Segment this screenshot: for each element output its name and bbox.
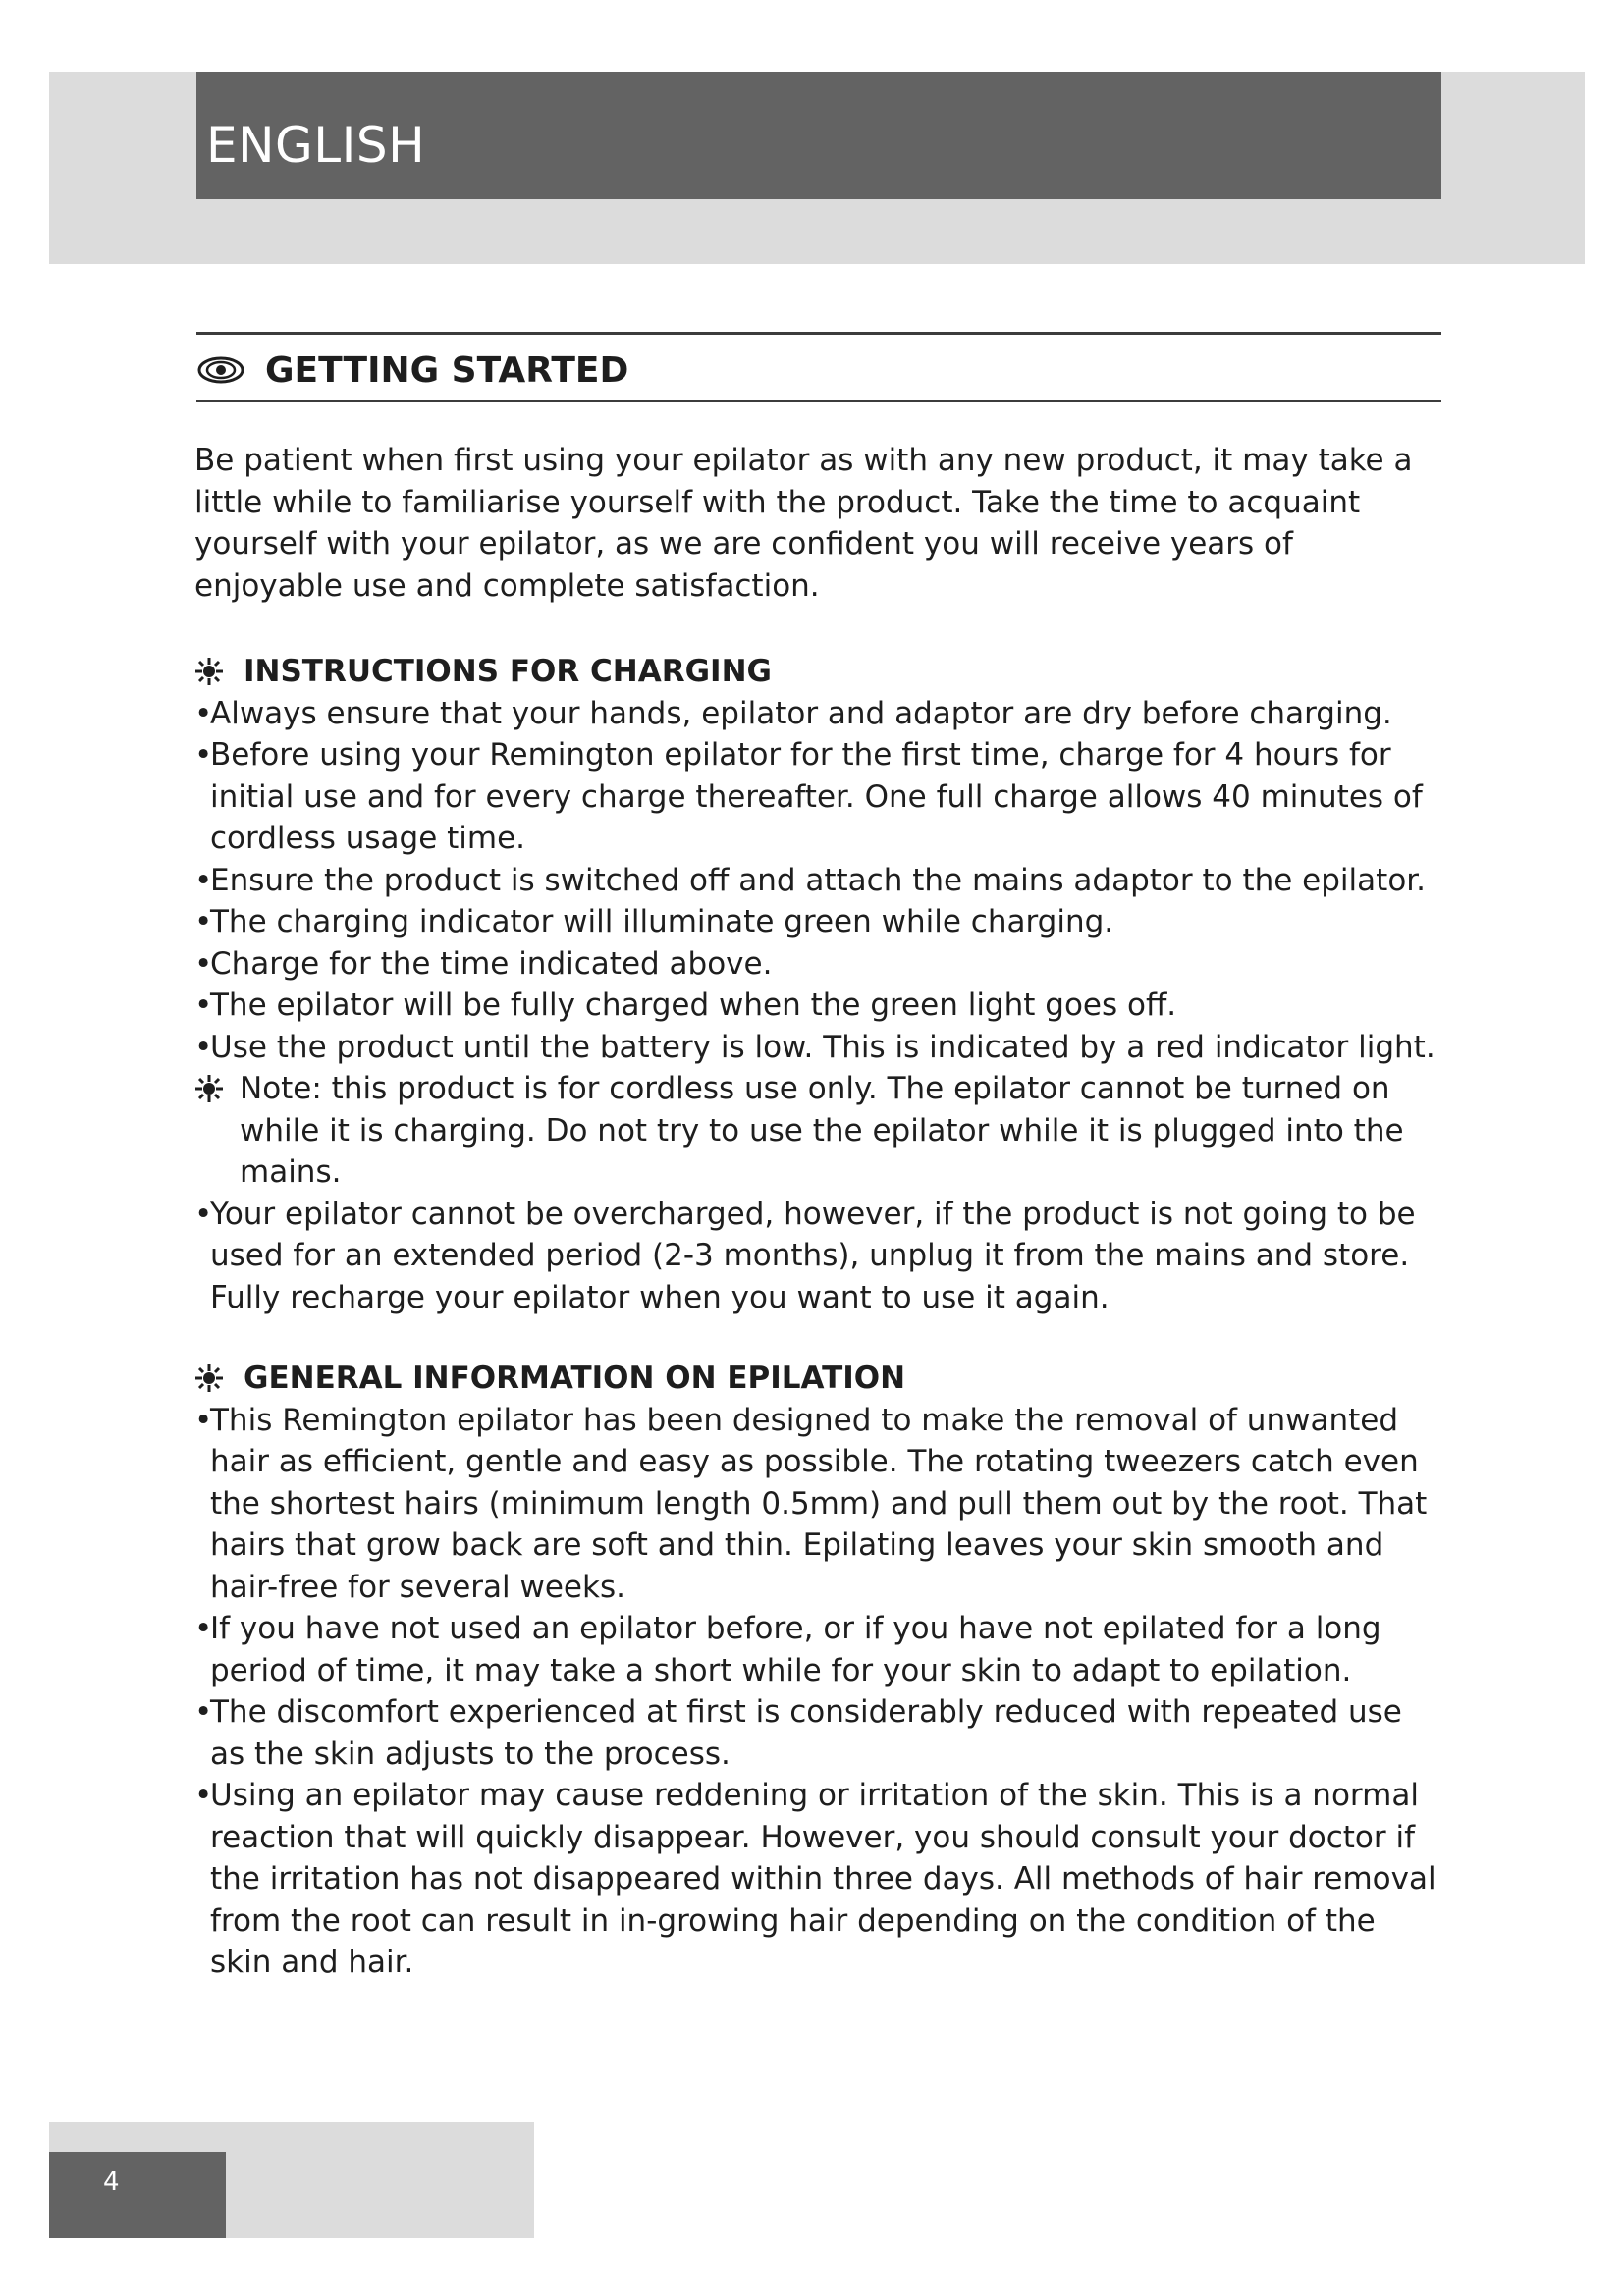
list-item: • The charging indicator will illuminate green while charging. xyxy=(194,901,1441,943)
charging-note xyxy=(194,1068,1441,1194)
charging-heading xyxy=(194,651,1441,693)
sun-icon xyxy=(194,1074,224,1103)
bullet-mark: • xyxy=(194,1029,213,1065)
bullet-mark: • xyxy=(194,945,213,982)
language-title: ENGLISH xyxy=(206,117,426,174)
list-item: • Charge for the time indicated above. xyxy=(194,943,1441,986)
bullet-mark: • xyxy=(194,1196,213,1232)
bullet-mark: • xyxy=(194,1611,213,1646)
list-item: • Ensure the product is switched off and attach the mains adaptor to the epilator. xyxy=(194,860,1441,902)
bullet-mark: • xyxy=(194,1402,213,1438)
bullet-mark: • xyxy=(194,988,213,1023)
list-item: • The epilator will be fully charged when the green light goes off. xyxy=(194,985,1441,1027)
eye-icon xyxy=(196,355,245,385)
bullet-mark: • xyxy=(194,862,213,898)
section-rule-bottom xyxy=(196,400,1441,402)
page-number: 4 xyxy=(103,2167,120,2197)
note-text: Note: this product is for cordless use only. The epilator cannot be turned on while it is charging. Do not try to use the epilator while it is plugged into the mains. xyxy=(240,1071,1404,1190)
charging-heading-text: INSTRUCTIONS FOR CHARGING xyxy=(244,654,772,689)
section-rule-top xyxy=(196,332,1441,335)
bullet-mark: • xyxy=(194,737,213,773)
bullet-mark: • xyxy=(194,904,213,939)
bullet-mark: • xyxy=(194,1778,213,1813)
sun-icon xyxy=(194,657,224,686)
bullet-mark: • xyxy=(194,1694,213,1730)
list-item: • Always ensure that your hands, epilator and adaptor are dry before charging. xyxy=(194,693,1441,735)
list-item: • The discomfort experienced at first is considerably reduced with repeated use as the skin adjusts to the process. xyxy=(194,1691,1441,1775)
list-item: • This Remington epilator has been designed to make the removal of unwanted hair as efficient, gentle and easy as possible. The rotating tweezers catch even the shortest hairs (minimum length 0.5mm) and pull them out by the root. That hairs that grow back are soft and thin. Epilating leaves your skin smooth and hair-free for several weeks. xyxy=(194,1400,1441,1609)
epilation-heading xyxy=(194,1358,1441,1400)
charging-list-continued xyxy=(194,1194,1441,1319)
page-number-box xyxy=(49,2152,226,2238)
list-item: • Your epilator cannot be overcharged, however, if the product is not going to be used for an extended period (2-3 months), unplug it from the mains and store. Fully recharge your epilator when you want to use it again. xyxy=(194,1194,1441,1319)
section-title: GETTING STARTED xyxy=(265,349,629,391)
intro-paragraph: Be patient when first using your epilator as with any new product, it may take a little while to familiarise yourself with the product. Take the time to acquaint yourself with your epilator, as we are confident you will receive years of enjoyable use and complete satisfaction. xyxy=(194,443,1413,604)
sun-icon xyxy=(194,1363,224,1393)
list-item: • If you have not used an epilator before, or if you have not epilated for a long period of time, it may take a short while for your skin to adapt to epilation. xyxy=(194,1608,1441,1691)
list-item: • Use the product until the battery is low. This is indicated by a red indicator light. xyxy=(194,1027,1441,1069)
epilation-list xyxy=(194,1400,1441,1984)
section-heading xyxy=(196,344,628,397)
charging-list xyxy=(194,693,1441,1069)
page-content xyxy=(194,440,1441,1984)
list-item: • Before using your Remington epilator for the first time, charge for 4 hours for initial use and for every charge thereafter. One full charge allows 40 minutes of cordless usage time. xyxy=(194,734,1441,860)
epilation-heading-text: GENERAL INFORMATION ON EPILATION xyxy=(244,1361,906,1396)
bullet-mark: • xyxy=(194,695,213,731)
list-item: • Using an epilator may cause reddening or irritation of the skin. This is a normal reaction that will quickly disappear. However, you should consult your doctor if the irritation has not disappeared within three days. All methods of hair removal from the root can result in in-growing hair depending on the condition of the skin and hair. xyxy=(194,1775,1441,1984)
